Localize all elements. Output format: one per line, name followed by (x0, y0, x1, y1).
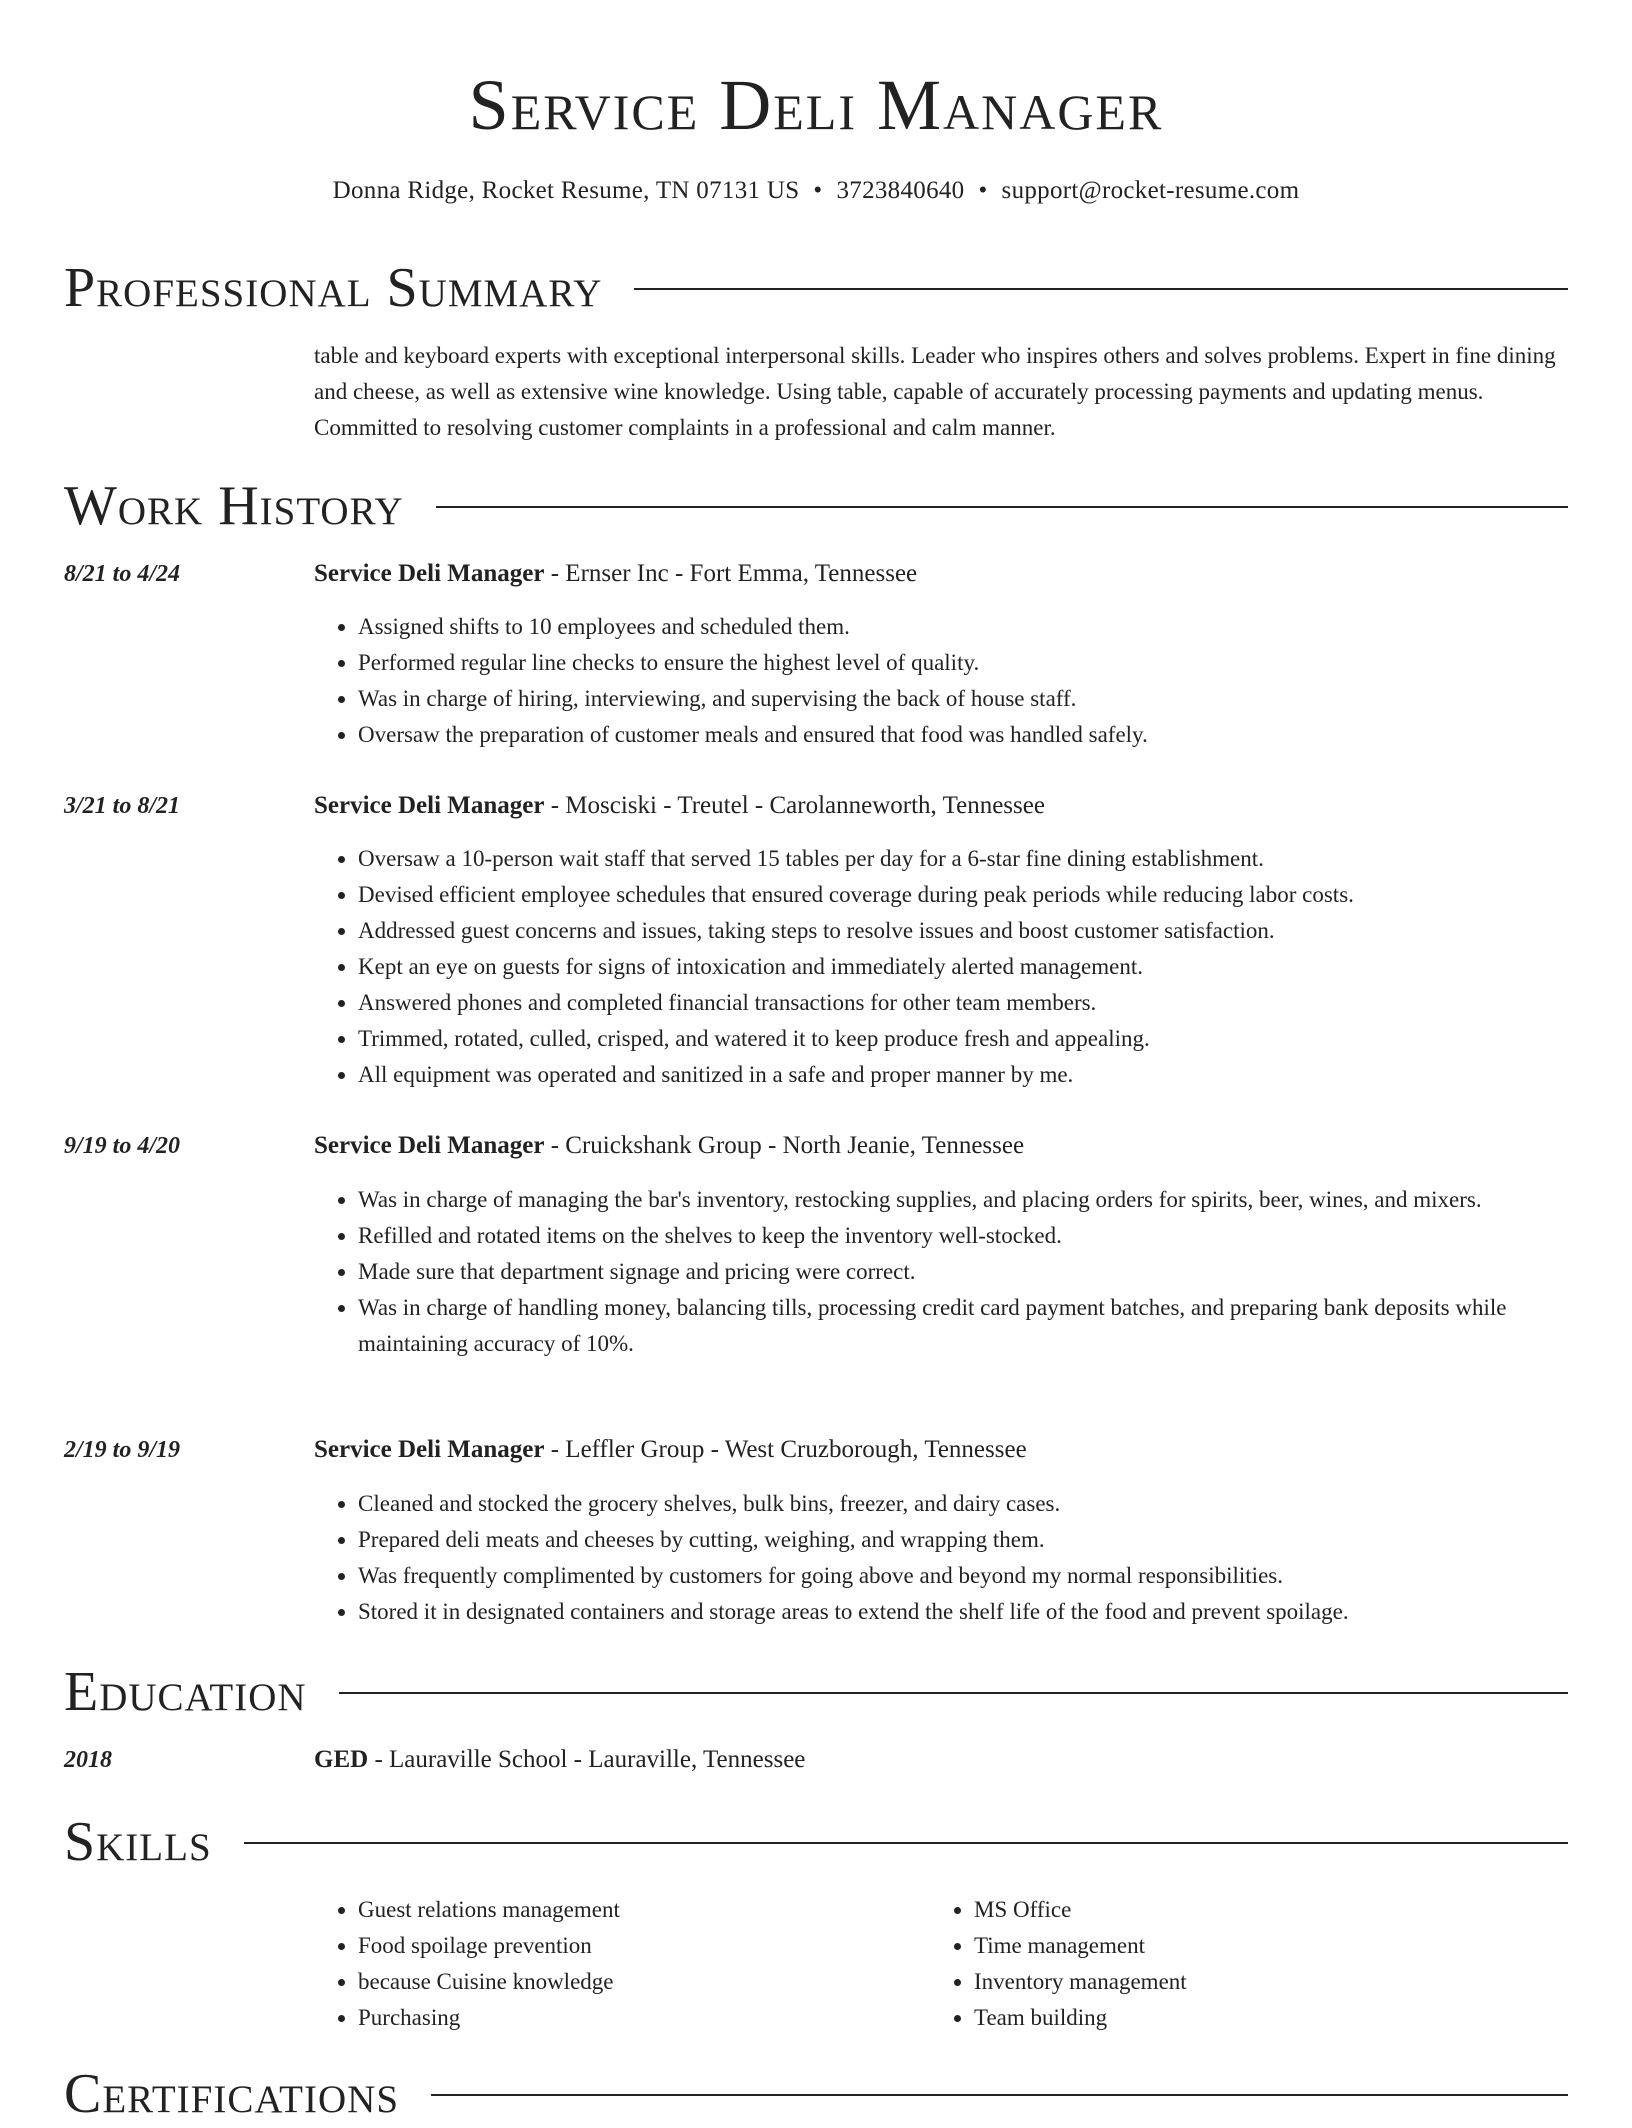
section-header-work-history (64, 472, 1568, 540)
skill-item: • because Cuisine knowledge (358, 1964, 918, 2000)
job-bullet: • Assigned shifts to 10 employees and scheduled them. (358, 609, 1568, 645)
section-title-work-history: Work History (64, 475, 404, 537)
section-header-summary (64, 254, 1568, 322)
resume-name-title: Service Deli Manager (468, 65, 1164, 145)
job-company: - Cruickshank Group - North Jeanie, Tennessee (544, 1132, 1025, 1159)
section-header-certifications (64, 2060, 1568, 2128)
job-bullet: • Trimmed, rotated, culled, crisped, and watered it to keep produce fresh and appealing. (358, 1021, 1568, 1057)
job-bullet: • Oversaw a 10-person wait staff that served 15 tables per day for a 6-star fine dining establishment. (358, 841, 1568, 877)
job-bullet: • Cleaned and stocked the grocery shelves, bulk bins, freezer, and dairy cases. (358, 1486, 1568, 1522)
job-title: Service Deli Manager (314, 560, 545, 587)
skill-item: • Guest relations management (358, 1892, 918, 1928)
education-degree: GED (314, 1746, 369, 1773)
job-bullet: • Addressed guest concerns and issues, taking steps to resolve issues and boost customer satisfaction. (358, 913, 1568, 949)
summary-text: table and keyboard experts with exceptional interpersonal skills. Leader who inspires others and solves problems. Expert in fine dining and cheese, as well as extensive wine knowledge. Using table, capable of accurately processing payments and updating menus. Committed to resolving customer complaints in a professional and calm manner. (314, 343, 1556, 440)
skill-item: • Time management (974, 1928, 1534, 1964)
job-bullet: • Prepared deli meats and cheeses by cutting, weighing, and wrapping them. (358, 1522, 1568, 1558)
contact-separator: • (978, 177, 988, 204)
job-bullet: • Performed regular line checks to ensure the highest level of quality. (358, 645, 1568, 681)
education-school: - Lauraville School - Lauraville, Tennessee (368, 1746, 806, 1773)
section-title-certifications: Certifications (64, 2063, 400, 2125)
education-heading (314, 1742, 805, 1778)
job-bullet: • Was in charge of hiring, interviewing, and supervising the back of house staff. (358, 681, 1568, 717)
job-title: Service Deli Manager (314, 1132, 545, 1159)
job-dates: 2/19 to 9/19 (64, 1437, 181, 1463)
section-divider (436, 506, 1568, 508)
skill-item: • MS Office (974, 1892, 1534, 1928)
job-bullet: • All equipment was operated and sanitized in a safe and proper manner by me. (358, 1057, 1568, 1093)
job-bullet: • Refilled and rotated items on the shelves to keep the inventory well-stocked. (358, 1218, 1568, 1254)
skills-list-right (930, 1892, 1534, 2036)
section-header-skills (64, 1808, 1568, 1876)
job-bullet: • Kept an eye on guests for signs of intoxication and immediately alerted management. (358, 949, 1568, 985)
job-bullet: • Devised efficient employee schedules that ensured coverage during peak periods while reducing labor costs. (358, 877, 1568, 913)
job-title: Service Deli Manager (314, 1436, 545, 1463)
contact-line (0, 174, 1632, 208)
education-year: 2018 (64, 1747, 112, 1773)
section-title-skills: Skills (64, 1811, 212, 1873)
job-heading (314, 788, 1045, 824)
job-company: - Mosciski - Treutel - Carolanneworth, Tennessee (544, 792, 1045, 819)
skill-item: • Inventory management (974, 1964, 1534, 2000)
job-bullet: • Was in charge of managing the bar's inventory, restocking supplies, and placing orders for spirits, beer, wines, and mixers. (358, 1182, 1568, 1218)
section-divider (634, 288, 1568, 290)
job-bullet: • Was frequently complimented by customers for going above and beyond my normal responsibilities. (358, 1558, 1568, 1594)
contact-email: support@rocket-resume.com (1001, 177, 1300, 204)
job-title: Service Deli Manager (314, 792, 545, 819)
section-divider (244, 1842, 1568, 1844)
contact-address: Donna Ridge, Rocket Resume, TN 07131 US (332, 177, 800, 204)
skill-item: • Purchasing (358, 2000, 918, 2036)
job-heading (314, 1128, 1024, 1164)
job-bullets (314, 1182, 1568, 1362)
job-dates: 8/21 to 4/24 (64, 561, 181, 587)
section-divider (339, 1692, 1568, 1694)
section-title-summary: Professional Summary (64, 257, 603, 319)
section-header-education (64, 1658, 1568, 1726)
contact-phone: 3723840640 (836, 177, 965, 204)
job-heading (314, 1432, 1027, 1468)
job-bullet: • Oversaw the preparation of customer meals and ensured that food was handled safely. (358, 717, 1568, 753)
job-bullets (314, 609, 1568, 753)
job-bullet: • Made sure that department signage and pricing were correct. (358, 1254, 1568, 1290)
job-bullets (314, 841, 1568, 1093)
skill-item: • Team building (974, 2000, 1534, 2036)
job-bullet: • Was in charge of handling money, balancing tills, processing credit card payment batches, and preparing bank deposits while maintaining accuracy of 10%. (358, 1290, 1568, 1362)
job-bullet: • Answered phones and completed financial transactions for other team members. (358, 985, 1568, 1021)
job-heading (314, 556, 917, 592)
skill-item: • Food spoilage prevention (358, 1928, 918, 1964)
skills-list-left (314, 1892, 918, 2036)
section-divider (431, 2094, 1568, 2096)
job-bullet: • Stored it in designated containers and storage areas to extend the shelf life of the food and prevent spoilage. (358, 1594, 1568, 1630)
job-bullets (314, 1486, 1568, 1630)
contact-separator: • (813, 177, 823, 204)
job-company: - Ernser Inc - Fort Emma, Tennessee (544, 560, 918, 587)
job-dates: 9/19 to 4/20 (64, 1133, 181, 1159)
section-title-education: Education (64, 1661, 307, 1723)
job-company: - Leffler Group - West Cruzborough, Tennessee (544, 1436, 1027, 1463)
job-dates: 3/21 to 8/21 (64, 793, 181, 819)
